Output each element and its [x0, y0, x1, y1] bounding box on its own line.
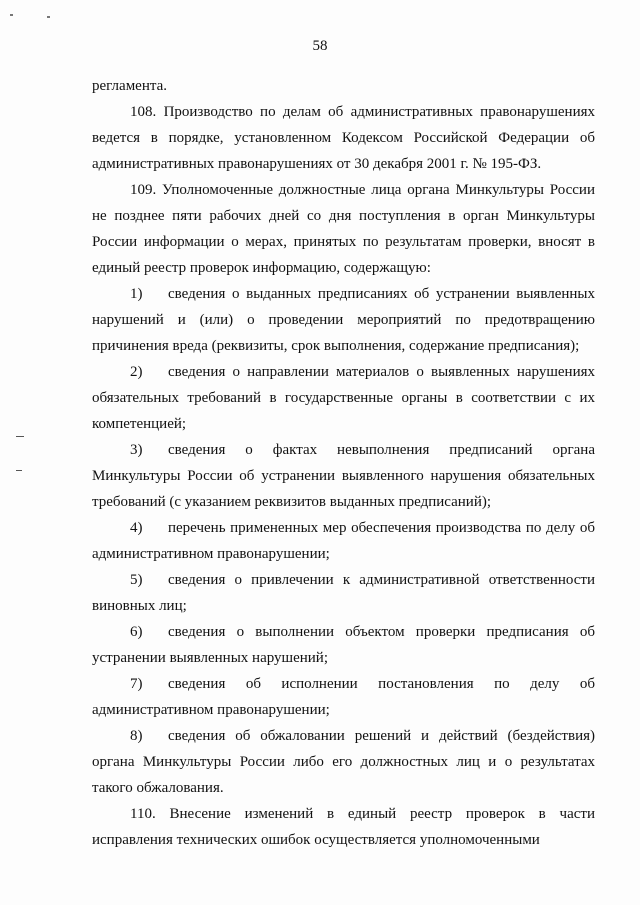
- paragraph-108: 108. Производство по делам об административных правонарушениях ведется в порядке, установленном Кодексом Российской Федерации об административных правонарушениях от 30 декабря 2001 г. № 195-ФЗ.: [92, 104, 595, 172]
- list-item-number: 4): [130, 520, 143, 536]
- list-item: [92, 723, 595, 801]
- list-item-text: сведения об исполнении постановления по делу об административном правонарушении;: [92, 676, 595, 718]
- list-item-number: 7): [130, 676, 143, 692]
- list-item: [92, 281, 595, 359]
- list-item-text: сведения о выполнении объектом проверки предписания об устранении выявленных нарушений;: [92, 624, 595, 666]
- list-item-text: сведения о выданных предписаниях об устранении выявленных нарушений и (или) о проведении мероприятий по предотвращению причинения вреда (реквизиты, срок выполнения, содержание предписания);: [92, 286, 595, 354]
- list-item-number: 2): [130, 364, 143, 380]
- list-item-text: сведения об обжаловании решений и действий (бездействия) органа Минкультуры России либо его должностных лиц и о результатах такого обжалования.: [92, 728, 595, 796]
- list-item-text: сведения о привлечении к административной ответственности виновных лиц;: [92, 572, 595, 614]
- list-item-text: сведения о фактах невыполнения предписаний органа Минкультуры России об устранении выявленного нарушения обязательных требований (с указанием реквизитов выданных предписаний);: [92, 442, 595, 510]
- list-item-number: 1): [130, 286, 143, 302]
- list-item: [92, 359, 595, 437]
- paragraph-110: 110. Внесение изменений в единый реестр проверок в части исправления технических ошибок осуществляется уполномоченными: [92, 806, 595, 848]
- scan-artifact: [10, 14, 13, 16]
- list-item-text: перечень примененных мер обеспечения производства по делу об административном правонарушении;: [92, 520, 595, 562]
- margin-mark: [16, 470, 22, 471]
- list-item-number: 8): [130, 728, 143, 744]
- page-number: 58: [312, 38, 328, 54]
- list-item-number: 3): [130, 442, 143, 458]
- paragraph-109: 109. Уполномоченные должностные лица органа Минкультуры России не позднее пяти рабочих дней со дня поступления в орган Минкультуры России информации о мерах, принятых по результатам проверки, вносят в единый реестр проверок информацию, содержащую:: [92, 182, 595, 276]
- scan-artifact: [47, 16, 50, 18]
- list-items: [92, 281, 595, 801]
- document-body: [92, 73, 595, 853]
- paragraph-continuation: регламента.: [92, 78, 168, 94]
- list-item: [92, 619, 595, 671]
- margin-mark: [16, 436, 24, 437]
- list-item-number: 5): [130, 572, 143, 588]
- list-item: [92, 567, 595, 619]
- list-item-number: 6): [130, 624, 143, 640]
- list-item-text: сведения о направлении материалов о выявленных нарушениях обязательных требований в государственные органы в соответствии с их компетенцией;: [92, 364, 595, 432]
- list-item: [92, 437, 595, 515]
- list-item: [92, 671, 595, 723]
- list-item: [92, 515, 595, 567]
